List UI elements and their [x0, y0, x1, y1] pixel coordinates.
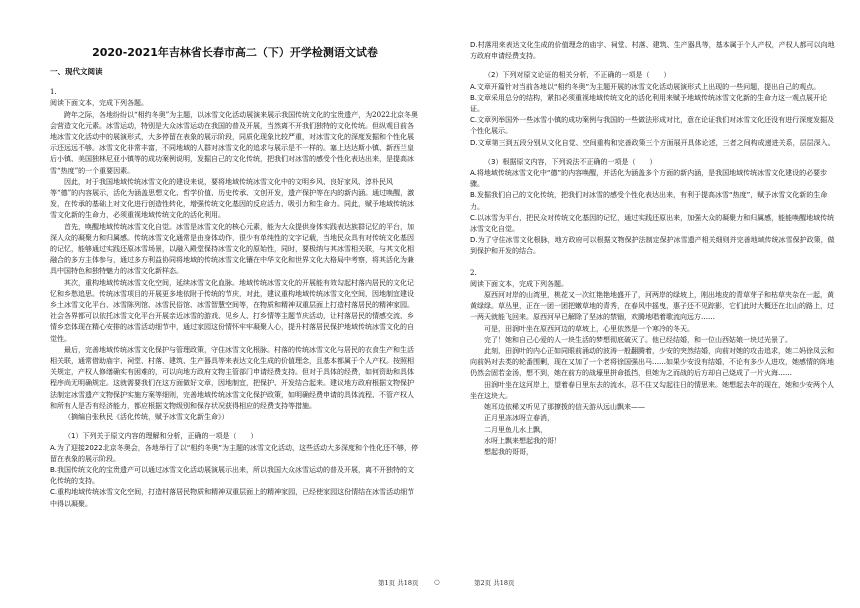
passage-paragraph: 因此，对于我国地域传统冰雪文化的建设来说，要将地域传统冰雪文化中的文明乡风、良好家风、淳朴民风等“德”的内容展示，活化为涵盖思想文化、哲学价值、历史传承、文创开发，遗产保护等在内的新内涵。通过唤醒，激发，在传承的基础上对文化进行创造性转化，增强传统文化基因的反应活力、吸引力和生命力。同此，赋予地域传统冰雪文化新的生命力，必须重视地域传统文化的活化利用。: [50, 177, 415, 220]
answer-option: B.文章采用总分的结构，紧扣必须重视地域传统文化的活化利用来赋予地域传统冰雪文化新的生命力这一观点展开论证。: [470, 93, 828, 114]
answer-option: D.村落用来表达文化生成的价值理念的庙宇、祠堂、村落、建筑、生产器具等，基本属于个人产权，产权人都可以向地方政府申请经费支持。: [470, 41, 835, 61]
answer-option: C.文章列举国外一些冰雪小镇的成功案例与我国的一些做法形成对比，意在论证我们对冰雪文化还没有进行深度发掘及个性化展示。: [470, 116, 835, 136]
section-heading: 一、现代文阅读: [50, 67, 103, 76]
passage-paragraph: 跨年之际，各地纷纷以“相约冬奥”为主题，以冰雪文化活动展演来展示我国传统文化的宝贵遗产，为2022北京冬奥会营造文化元素。冰雪运动，特别是大众冰雪运动在我国的普及开展，当然离不开我们独特的文化传统。但纵观目前各地冰雪文化活动中的展演形式，大多停留在表象的展示阶段，同质化现象比较严重，对冰雪文化的深度发掘和个性化展示还远远不够。冰雪文化非常丰富，不同地域的人群对冰雪文化的追求与展示是不一样的。塞上达达斯小镇、新西兰皇后小镇、美国独林尼亚小镇等的成功案例说明，发掘自己的文化传统，把我们对冰雪的感受个性化表达出来，是提高冰雪“热度”的一个重要因素。: [50, 110, 418, 175]
passage-paragraph: 最后，完善地域传统冰雪文化保护与管理政策，守住冰雪文化根脉。村落的传统冰雪文化与居民的衣食生产和生活相关联，通常借助庙宇、祠堂、村落、建筑、生产器具等来表达文化生成的价值理念，且基本都属于个人产权。按照相关规定，产权人修缮确实有困难的，可以向地方政府文物主管部门申请经费支持。但对于具体的经费，如何资助和具体程序尚无明确规定。这就需要我们在这方面做好文章，因地制宜，把保护、开发结合起来。建议地方政府根据文物保护法制定冰雪遗产文物保护实施方案等细则，完善地域传统冰雪文化保护政策，如明确经费申请的具体流程、不管产权人和所有人是否有经济能力，都应根据文物级别和保存状况获得相应的经费支持等措施。: [50, 345, 414, 410]
question-intro: 阅读下面文本，完成下列各题。: [50, 99, 148, 108]
right-column: [470, 40, 840, 458]
page-title: 2020-2021年吉林省长春市高二（下）开学检测语文试卷: [92, 46, 378, 59]
passage-paragraph: 完了！她和自己心爱的人一块生活的梦想彻底破灭了。他已经结婚，和一位山西姑娘一块过光景了。: [484, 335, 792, 344]
passage-paragraph: 田润叶坐在这河岸上，望着春日里东去的流水，忍不住又勾起往日的情思来。她想起去年的现在，她和少安两个人坐在这块大。: [470, 380, 834, 400]
answer-option: C.重构地域传统冰雪文化空间，打造村落居民物质和精神双重层面上的精神家园，已经使家园这份情结在冰雪活动细节中得以凝聚。: [50, 488, 415, 508]
left-column: [50, 66, 420, 510]
page-number-right: 第2页 共18页: [474, 579, 515, 587]
sub-question-stem: （2）下列对原文论证的相关分析，不正确的一项是（ ）: [484, 71, 671, 80]
answer-option: B.我国传统文化的宝贵遗产可以通过冰雪文化活动展演展示出来，所以我国大众冰雪运动的普及开展，离不开独特的文化传统的支持。: [50, 465, 415, 486]
binding-circle-icon: ○: [434, 578, 440, 586]
passage-paragraph: 她耳边依稀又听见了那撩拨的信天游从远山飘来——: [484, 403, 645, 412]
passage-paragraph: 此刻，田润叶的内心正如同眼前涌动的波涛一般翻腾着，少安的突然结婚，向前对她的攻击追求，她二妈徐凤云和向前妈对去类的轮番围剿，现在又加了一个老将徐国强出马……如果少安没有结婚，不论有多少人进攻，她感情的阵地仍然会固若金汤，想不到，她在前方的战壕里拼命抵挡，但她为之而战的后方却自己烧成了一片火海……: [470, 347, 834, 378]
sub-question-stem: （1）下列关于原文内容的理解和分析，正确的一项是（ ）: [64, 432, 258, 441]
answer-option: A.文章开篇针对当前各地以“相约冬奥”为主题开展的冰雪文化活动展演形式上出现的一些问题，提出自己的观点。: [470, 82, 821, 91]
question-number: 1.: [50, 88, 57, 97]
passage-source: （摘编自张秋民《活化传统，赋予冰雪文化新生命》）: [64, 413, 229, 422]
answer-option: B.发掘我们自己的文化传统，把我们对冰雪的感受个性化表达出来，有利于提高冰雪“热度”，赋予冰雪文化新的生命力。: [470, 191, 828, 211]
poem-line: 正月里冻冰呀立春消，: [484, 414, 554, 423]
answer-option: C.以冰雪为平台，把民众对传统文化基因的记忆，通过实践还原出来，加强大众的凝聚力和归属感，能能唤醒地域传统冰雪文化自觉。: [470, 213, 835, 234]
passage-paragraph: 首先，唤醒地域传统冰雪文化自觉。冰雪是冰雪文化的核心元素，能为大众提供身体实践表达族群记忆的平台，加深人众的凝聚力和归属感。传统冰雪文化通常是由身体动作，很少有单纯性的文字记载，当地民众具有对传统文化基因的记忆，能够通过实践还原冰雪场景，以融入殿堂保持冰雪文化的原始性，同时，要极纳与其冰雪相关联，与其文化相融合的多方主体参与，通过多方利益协同将地域的传统冰雪文化镶在中华文化和世界文化大格局中考察，将其活化为兼具中国特色和独特魅力的冰雪文化新样态。: [50, 222, 414, 276]
question-intro: 阅读下面文本，完成下列各题。: [470, 279, 568, 288]
question-number: 2.: [470, 268, 477, 277]
passage-paragraph: 其次，重构地域传统冰雪文化空间，延续冰雪文化血脉。地域传统冰雪文化的开展能有效勾起村落内居民的文化记忆和乡愁追思。传统冰雪项目的开展更多地依附于传统的节庆，对此，建议重构地域传统冰雪文化空间，因地制宜建设乡土冰雪文化平台、冰雪陈列馆、冰雪民俗馆、冰雪智慧空间等，在物质和精神双重层面上打造村落居民的精神家园。社会各界都可以依托冰雪文化平台开展亲近冰雪的游戏、见乡人、打乡情等主题节庆活动，让村落居民的情感交流、乡情乡恋体现在精心安排的冰雪活动细节中，通过家园这份情怀牢牢凝聚人心，提升村落居民保护地域传统冰雪文化的自觉性。: [50, 278, 414, 343]
page-number-left: 第1页 共18页: [378, 579, 419, 587]
answer-option: D.为了守住冰雪文化根脉，地方政府可以根据文物保护法制定保护冰雪遗产相关细则并完善地域传统冰雪保护政策，做到保护和开发的结合。: [470, 236, 835, 256]
poem-line: 想起我的哥哥，: [484, 447, 533, 456]
passage-paragraph: 原西河对岸的山湾里，桃花又一次红艳艳地盛开了，河两岸的绿坡上，刚出地皮的青草芽子和枯草夹杂在一起，黄黄绿绿。草丛里，正在一团一团把嫩草地的青秀，在春风中摇曳，惠子还不见踪影，它们此时大概还在北山的路上，过一两天就能飞回来。原西河早已解除了坚冰的禁锢，欢腾地唱着歌流向远方……: [470, 291, 834, 322]
poem-line: 水呀上飘来想起我的哥！: [484, 436, 561, 445]
answer-option: A.将地域传统冰雪文化中“德”的内容唤醒，并活化为涵盖多个方面的新内涵，是我国地域传统冰雪文化建设的必要步骤。: [470, 169, 828, 189]
answer-option: A.为了迎接2022北京冬奥会，各地举行了以“相约冬奥”为主题的冰雪文化活动，这些活动大多深度和个性化还不够，停留在表象的展示阶段。: [50, 443, 418, 463]
poem-line: 二月里鱼儿水上飘，: [484, 425, 547, 434]
answer-option: D.文章第三到五段分别从文化自觉、空间重构和完善政策三个方面展开具体论述，三者之间构成递进关系，层层深入。: [470, 138, 835, 147]
passage-paragraph: 可是，田润叶坐在原西河边的草坡上，心里依然是一个寒冷的冬天。: [484, 324, 694, 333]
sub-question-stem: （3）根据原文内容，下列说法不正确的一项是（ ）: [484, 157, 657, 166]
